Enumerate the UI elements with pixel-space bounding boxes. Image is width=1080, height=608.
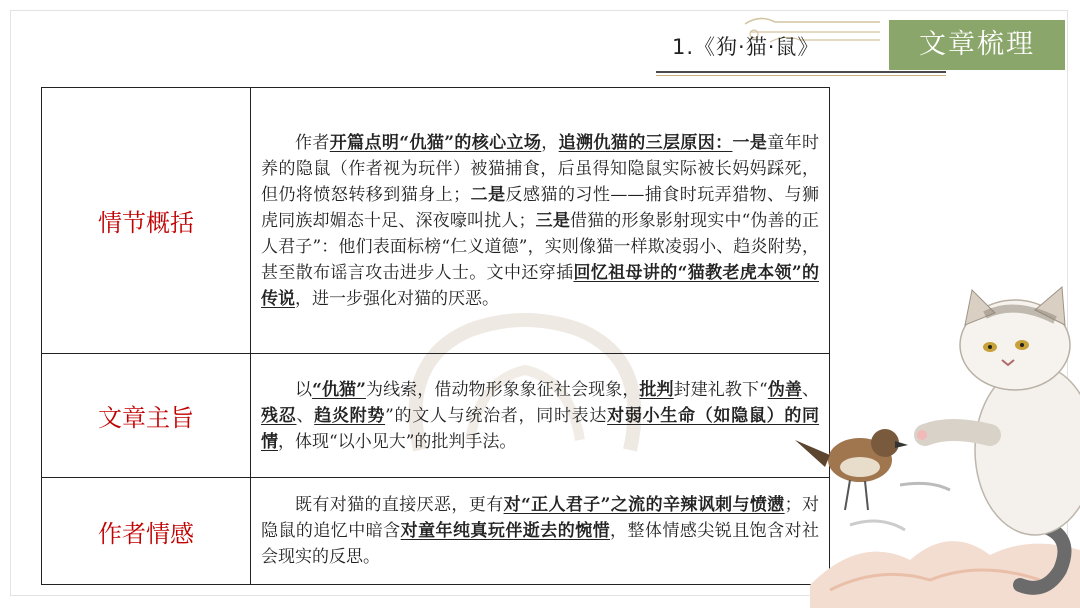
- text-segment: 、: [296, 405, 315, 426]
- row-label: 作者情感: [42, 478, 251, 585]
- row-label: 情节概括: [42, 88, 251, 354]
- text-segment: 、: [802, 379, 820, 400]
- title-underline-accent: [656, 75, 946, 76]
- text-segment: 为线索，借动物形象象征社会现象，: [365, 379, 640, 400]
- text-segment: 作者: [295, 132, 330, 153]
- section-title: 1.《狗·猫·鼠》: [672, 35, 820, 59]
- highlighted-phrase: 对弱小生命（如隐鼠）的同情: [261, 405, 820, 452]
- text-segment: 童年时养的隐鼠（作者视为玩伴）被猫捕食，后虽得知隐鼠实际被长妈妈踩死，但仍将愤怒转移到猫身上；: [261, 132, 820, 205]
- highlighted-phrase: 开篇点明“仇猫”的核心立场: [329, 132, 542, 153]
- highlighted-phrase: 伪善: [767, 379, 803, 400]
- summary-table: [41, 87, 830, 585]
- row-content: [251, 88, 830, 354]
- text-segment: 借猫的形象影射现实中“伪善的正人君子”：他们表面标榜“仁义道德”，实则像猫一样欺凌弱小、趋炎附势，甚至散布谣言攻击进步人士。文中还穿插: [261, 210, 819, 283]
- table-row: [42, 478, 830, 585]
- row-text: [261, 130, 819, 312]
- table-row: [42, 354, 830, 478]
- text-segment: ，整体情感尖锐且饱含对社会现实的反思。: [261, 521, 820, 567]
- highlighted-phrase: 对“正人君子”之流的辛辣讽刺与愤懑: [503, 495, 785, 515]
- text-segment: ，体现“以小见大”的批判手法。: [278, 431, 517, 452]
- row-content: [251, 354, 830, 478]
- row-content: [251, 478, 830, 585]
- text-segment: 封建礼教下“: [673, 379, 768, 400]
- highlighted-phrase: 回忆祖母讲的“猫教老虎本领”的传说: [261, 262, 819, 309]
- section-tag: 文章梳理: [889, 20, 1065, 70]
- highlighted-phrase: 二是: [470, 184, 506, 205]
- highlighted-phrase: 批判: [639, 379, 674, 400]
- highlighted-phrase: “仇猫”: [312, 379, 366, 400]
- text-segment: ，: [541, 132, 559, 153]
- text-segment: ”的文人与统治者，同时表达: [385, 405, 608, 426]
- highlighted-phrase: 对童年纯真玩伴逝去的惋惜: [400, 521, 611, 541]
- title-underline: [656, 71, 946, 73]
- text-segment: ；对隐鼠的追忆中暗含: [261, 495, 820, 541]
- cat-and-sparrow-illustration-icon: [790, 285, 1080, 608]
- text-segment: 反感猫的习性——捕食时玩弄猎物、与狮虎同族却媚态十足、深夜嚎叫扰人；: [261, 184, 820, 231]
- highlighted-phrase: 三是: [535, 210, 570, 231]
- table-row: [42, 88, 830, 354]
- text-segment: 以: [295, 379, 313, 400]
- row-label: 文章主旨: [42, 354, 251, 478]
- highlighted-phrase: 追溯仇猫的三层原因：: [558, 132, 733, 153]
- highlighted-phrase: 趋炎附势: [314, 405, 386, 426]
- row-text: [261, 377, 819, 455]
- highlighted-phrase: 残忍: [261, 405, 297, 426]
- text-segment: ，进一步强化对猫的厌恶。: [295, 288, 499, 309]
- highlighted-phrase: 一是: [732, 132, 768, 153]
- row-text: [261, 492, 819, 570]
- text-segment: 既有对猫的直接厌恶，更有: [295, 495, 504, 515]
